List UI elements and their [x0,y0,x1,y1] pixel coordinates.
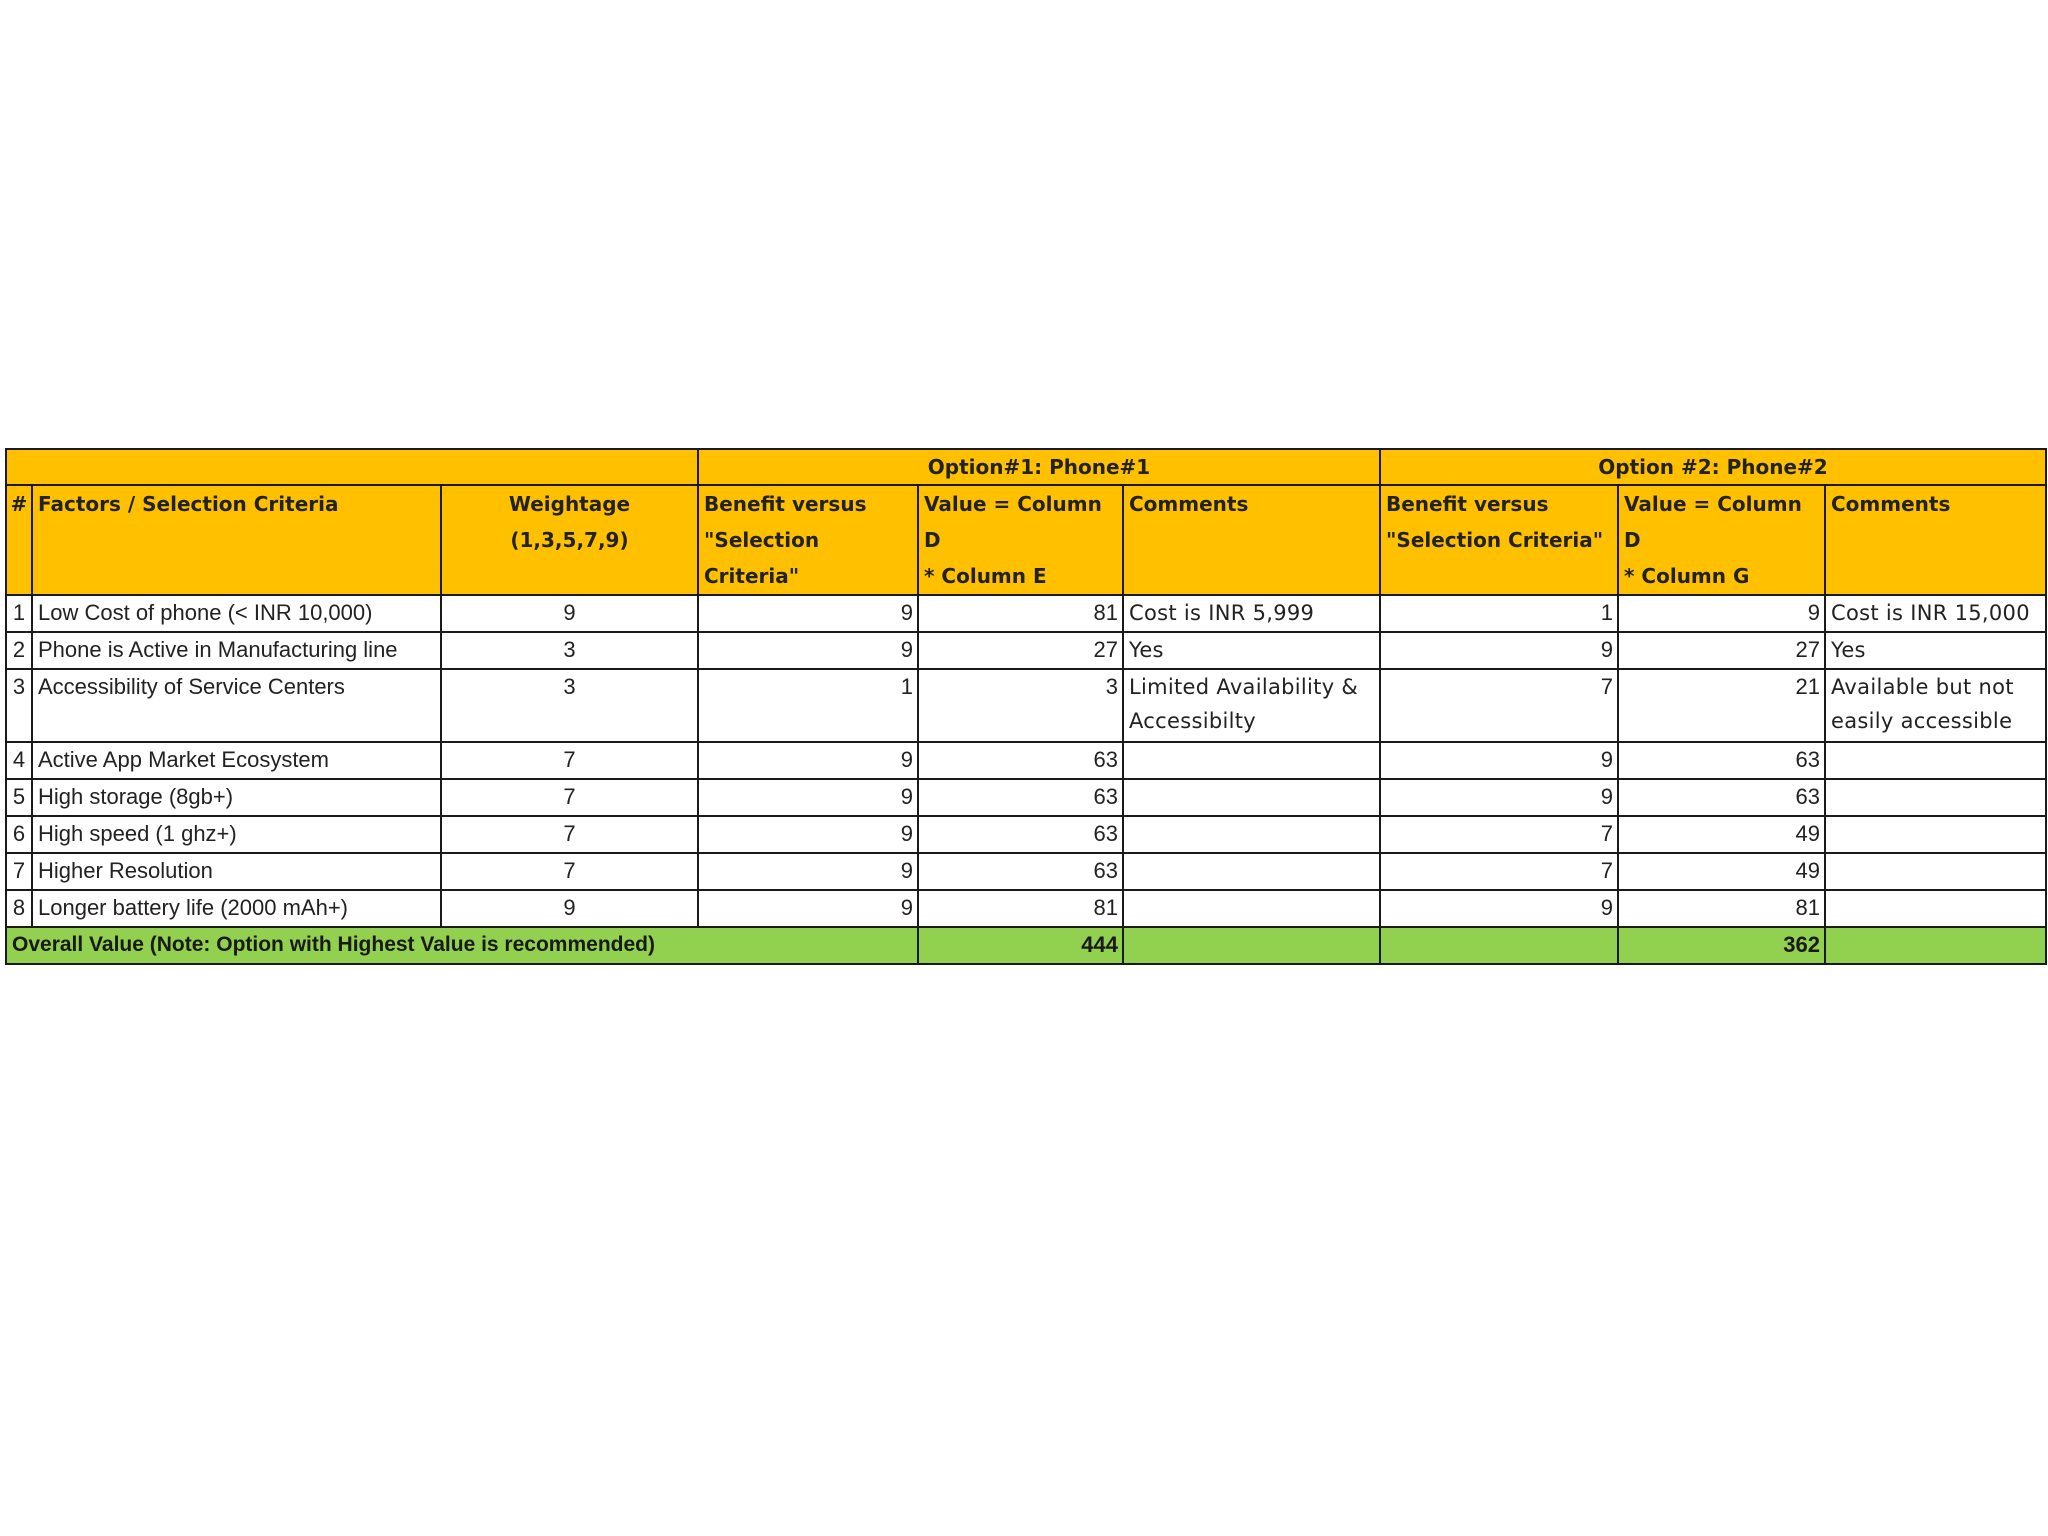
opt2-benefit-header-line1: Benefit versus [1386,492,1549,516]
weightage-cell: 3 [441,632,698,669]
opt1-comment-cell: Cost is INR 5,999 [1123,595,1380,632]
opt1-benefit-header-line2: "Selection Criteria" [704,528,820,588]
opt2-value-cell: 81 [1618,890,1825,927]
option2-title: Option #2: Phone#2 [1380,449,2046,485]
index-header: # [6,485,32,595]
opt2-benefit-cell: 7 [1380,669,1618,742]
table-row [6,742,2046,779]
table-row [6,632,2046,669]
opt1-value-cell: 63 [918,853,1123,890]
opt2-benefit-cell: 1 [1380,595,1618,632]
opt1-comment-cell [1123,779,1380,816]
opt1-comment-cell [1123,853,1380,890]
opt2-value-header-line1: Value = Column D [1624,492,1802,552]
row-index: 8 [6,890,32,927]
opt1-comment-cell [1123,742,1380,779]
opt2-comment-cell [1825,779,2046,816]
table-row [6,890,2046,927]
row-index: 6 [6,816,32,853]
opt2-total-comment-blank [1825,927,2046,964]
opt1-total-blank [1123,927,1380,964]
opt1-value-cell: 81 [918,595,1123,632]
opt1-value-header-line1: Value = Column D [924,492,1102,552]
opt2-benefit-header [1380,485,1618,595]
table-row [6,853,2046,890]
opt1-value-cell: 63 [918,816,1123,853]
opt2-comment-cell: Cost is INR 15,000 [1825,595,2046,632]
opt1-comment-cell [1123,890,1380,927]
opt2-value-cell: 63 [1618,742,1825,779]
opt1-value-cell: 63 [918,779,1123,816]
opt2-value-header [1618,485,1825,595]
opt2-value-cell: 27 [1618,632,1825,669]
opt1-benefit-header [698,485,918,595]
weightage-cell: 7 [441,816,698,853]
row-index: 7 [6,853,32,890]
table-row [6,669,2046,742]
row-index: 3 [6,669,32,742]
opt2-benefit-cell: 7 [1380,853,1618,890]
opt2-benefit-cell: 7 [1380,816,1618,853]
opt1-comment-cell: Yes [1123,632,1380,669]
factor-cell: Phone is Active in Manufacturing line [32,632,441,669]
factor-cell: High speed (1 ghz+) [32,816,441,853]
opt2-comment-cell [1825,742,2046,779]
weightage-cell: 3 [441,669,698,742]
weightage-cell: 7 [441,779,698,816]
factor-cell: Higher Resolution [32,853,441,890]
weightage-cell: 7 [441,853,698,890]
opt1-benefit-cell: 9 [698,853,918,890]
opt1-benefit-cell: 9 [698,595,918,632]
factor-cell: High storage (8gb+) [32,779,441,816]
opt1-value-cell: 63 [918,742,1123,779]
column-header-row [6,485,2046,595]
selection-criteria-table [5,448,2047,965]
opt1-benefit-cell: 9 [698,632,918,669]
factor-header: Factors / Selection Criteria [32,485,441,595]
table-row [6,595,2046,632]
opt2-value-header-line2: * Column G [1624,564,1750,588]
row-index: 2 [6,632,32,669]
table-row [6,779,2046,816]
factor-cell: Active App Market Ecosystem [32,742,441,779]
table-row [6,816,2046,853]
opt2-total-value: 362 [1618,927,1825,964]
row-index: 4 [6,742,32,779]
opt2-benefit-cell: 9 [1380,890,1618,927]
opt2-benefit-header-line2: "Selection Criteria" [1386,528,1604,552]
opt2-comment-cell [1825,816,2046,853]
weightage-cell: 9 [441,595,698,632]
opt2-comment-cell [1825,853,2046,890]
weightage-header: Weightage (1,3,5,7,9) [441,485,698,595]
opt1-comment-cell: Limited Availability & Accessibilty [1123,669,1380,742]
opt1-value-cell: 81 [918,890,1123,927]
opt1-benefit-cell: 9 [698,816,918,853]
opt2-comment-cell: Yes [1825,632,2046,669]
overall-value-label: Overall Value (Note: Option with Highest Value is recommended) [6,927,918,964]
opt1-value-cell: 3 [918,669,1123,742]
opt2-comments-header: Comments [1825,485,2046,595]
row-index: 5 [6,779,32,816]
weightage-cell: 9 [441,890,698,927]
opt2-value-cell: 63 [1618,779,1825,816]
opt2-benefit-cell: 9 [1380,779,1618,816]
opt1-benefit-cell: 1 [698,669,918,742]
row-index: 1 [6,595,32,632]
opt2-value-cell: 9 [1618,595,1825,632]
opt1-comment-cell [1123,816,1380,853]
opt2-value-cell: 49 [1618,816,1825,853]
opt2-benefit-cell: 9 [1380,632,1618,669]
opt1-benefit-header-line1: Benefit versus [704,492,867,516]
opt2-comment-cell: Available but not easily accessible [1825,669,2046,742]
factor-cell: Low Cost of phone (< INR 10,000) [32,595,441,632]
option1-title: Option#1: Phone#1 [698,449,1380,485]
opt1-comments-header: Comments [1123,485,1380,595]
opt1-value-header [918,485,1123,595]
opt2-benefit-cell: 9 [1380,742,1618,779]
opt1-benefit-cell: 9 [698,742,918,779]
opt2-comment-cell [1825,890,2046,927]
factor-cell: Accessibility of Service Centers [32,669,441,742]
opt2-total-blank [1380,927,1618,964]
overall-value-row [6,927,2046,964]
opt1-benefit-cell: 9 [698,890,918,927]
option-header-row [6,449,2046,485]
opt2-value-cell: 21 [1618,669,1825,742]
opt1-total-value: 444 [918,927,1123,964]
opt1-benefit-cell: 9 [698,779,918,816]
opt2-value-cell: 49 [1618,853,1825,890]
factor-cell: Longer battery life (2000 mAh+) [32,890,441,927]
opt1-value-cell: 27 [918,632,1123,669]
weightage-cell: 7 [441,742,698,779]
option-header-blank [6,449,698,485]
opt1-value-header-line2: * Column E [924,564,1047,588]
